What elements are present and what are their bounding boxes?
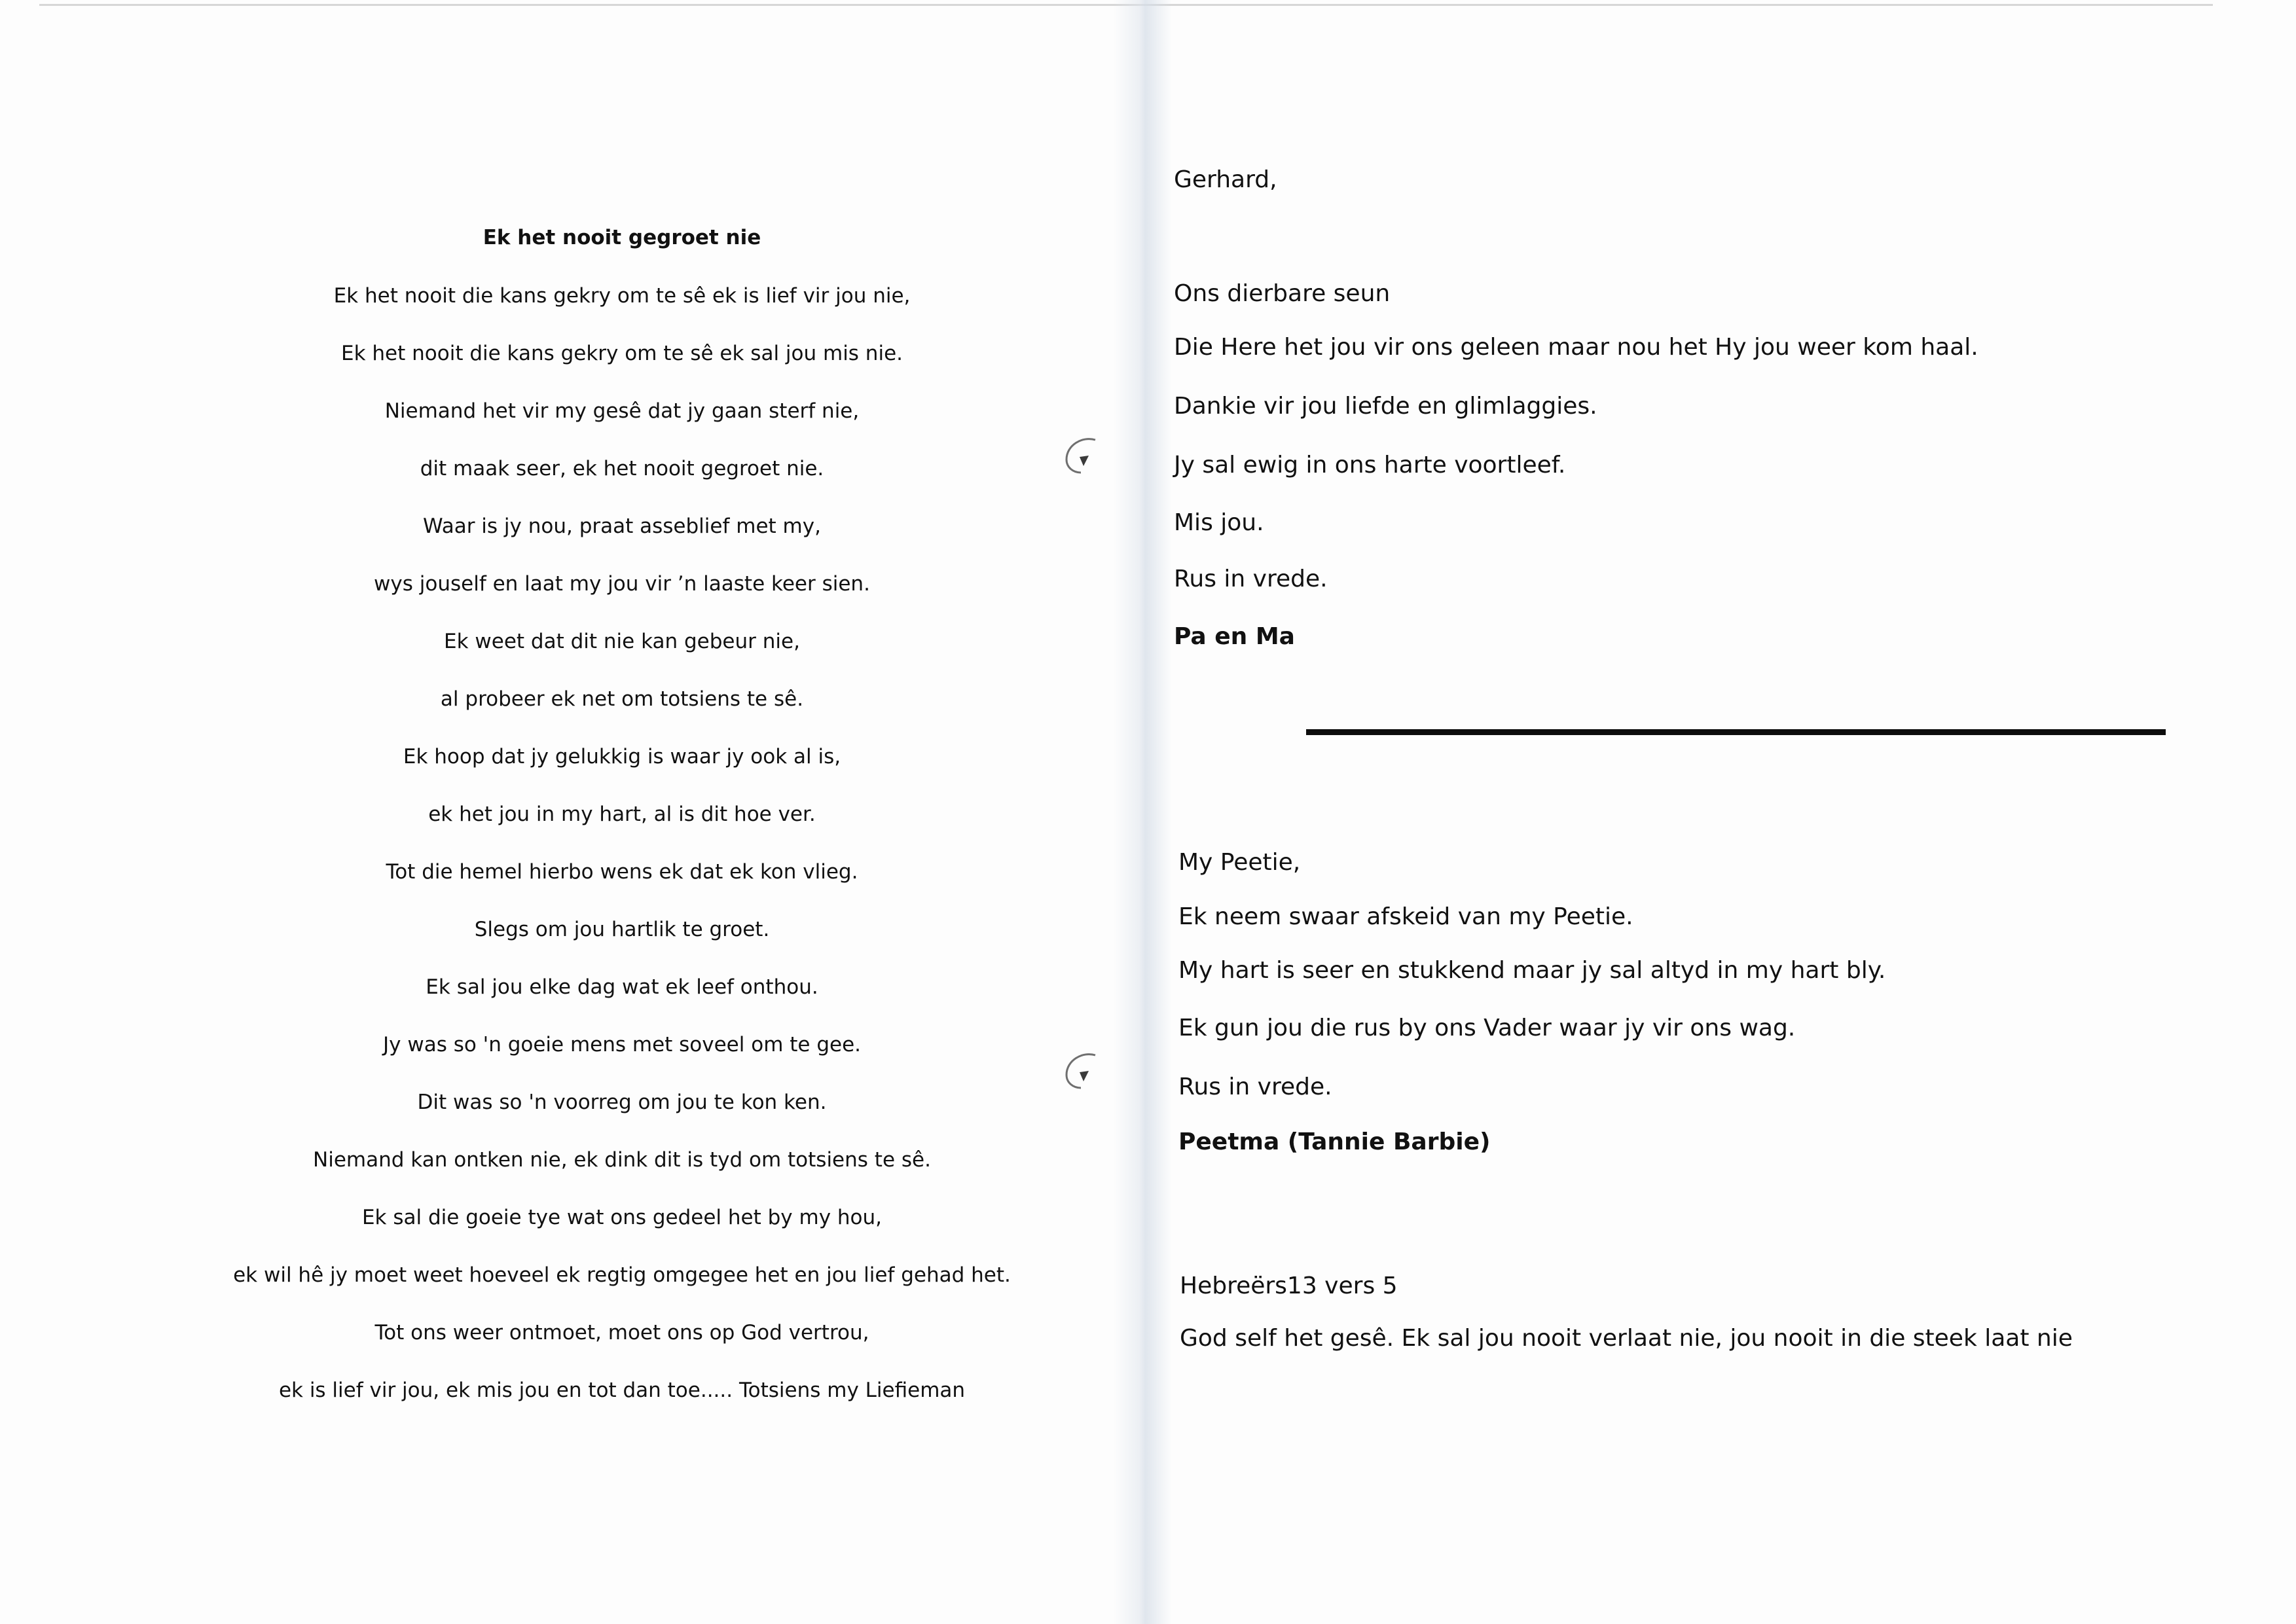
poem-line: Dit was so 'n voorreg om jou te kon ken. [417,1091,827,1114]
punch-hole-icon [1057,432,1103,478]
punch-hole-icon [1057,1047,1103,1093]
scripture-text: God self het gesê. Ek sal jou nooit verlaat nie, jou nooit in die steek laat nie [1180,1325,2073,1352]
parents-line: Ons dierbare seun [1174,280,1391,307]
poem-line: dit maak seer, ek het nooit gegroet nie. [420,457,824,480]
poem-line: Tot die hemel hierbo wens ek dat ek kon vlieg. [386,860,858,884]
poem-line: ek het jou in my hart, al is dit hoe ver. [428,803,816,826]
godmother-line: Ek gun jou die rus by ons Vader waar jy vir ons wag. [1178,1015,1796,1041]
godmother-line: Rus in vrede. [1178,1074,1332,1100]
godmother-greeting: My Peetie, [1178,849,1301,876]
parents-line: Die Here het jou vir ons geleen maar nou het Hy jou weer kom haal. [1174,334,1978,361]
poem-line: Ek het nooit die kans gekry om te sê ek is lief vir jou nie, [333,284,911,308]
left-page [0,0,1139,1624]
poem-line: Ek sal die goeie tye wat ons gedeel het by my hou, [361,1206,883,1229]
poem-title: Ek het nooit gegroet nie [483,226,761,249]
poem-line: Ek hoop dat jy gelukkig is waar jy ook al is, [403,745,841,768]
poem-line: Ek sal jou elke dag wat ek leef onthou. [426,975,818,999]
poem-line: Jy was so 'n goeie mens met soveel om te gee. [383,1033,861,1056]
scripture-reference: Hebreërs13 vers 5 [1180,1272,1398,1299]
section-divider [1306,729,2166,735]
poem-line: Ek weet dat dit nie kan gebeur nie, [444,630,800,653]
parents-greeting: Gerhard, [1174,166,1277,193]
poem-line: Waar is jy nou, praat asseblief met my, [423,514,821,538]
godmother-line: Ek neem swaar afskeid van my Peetie. [1178,903,1633,930]
parents-line: Jy sal ewig in ons harte voortleef. [1174,452,1566,478]
poem-line: Niemand kan ontken nie, ek dink dit is tyd om totsiens te sê. [313,1148,931,1172]
poem-line: ek is lief vir jou, ek mis jou en tot dan toe..... Totsiens my Liefieman [278,1379,966,1402]
parents-line: Rus in vrede. [1174,566,1328,592]
parents-signature: Pa en Ma [1174,623,1295,650]
godmother-signature: Peetma (Tannie Barbie) [1178,1128,1491,1155]
poem-line: Niemand het vir my gesê dat jy gaan sterf nie, [384,399,860,423]
poem-line: wys jouself en laat my jou vir ’n laaste keer sien. [374,572,870,596]
poem-line: Tot ons weer ontmoet, moet ons op God vertrou, [374,1321,869,1344]
poem-line: al probeer ek net om totsiens te sê. [440,687,804,711]
poem-line: ek wil hê jy moet weet hoeveel ek regtig omgegee het en jou lief gehad het. [233,1263,1011,1287]
poem-line: Ek het nooit die kans gekry om te sê ek sal jou mis nie. [341,342,903,365]
godmother-line: My hart is seer en stukkend maar jy sal altyd in my hart bly. [1178,957,1886,984]
parents-line: Dankie vir jou liefde en glimlaggies. [1174,393,1597,420]
poem-line: Slegs om jou hartlik te groet. [474,918,770,941]
parents-line: Mis jou. [1174,509,1264,536]
